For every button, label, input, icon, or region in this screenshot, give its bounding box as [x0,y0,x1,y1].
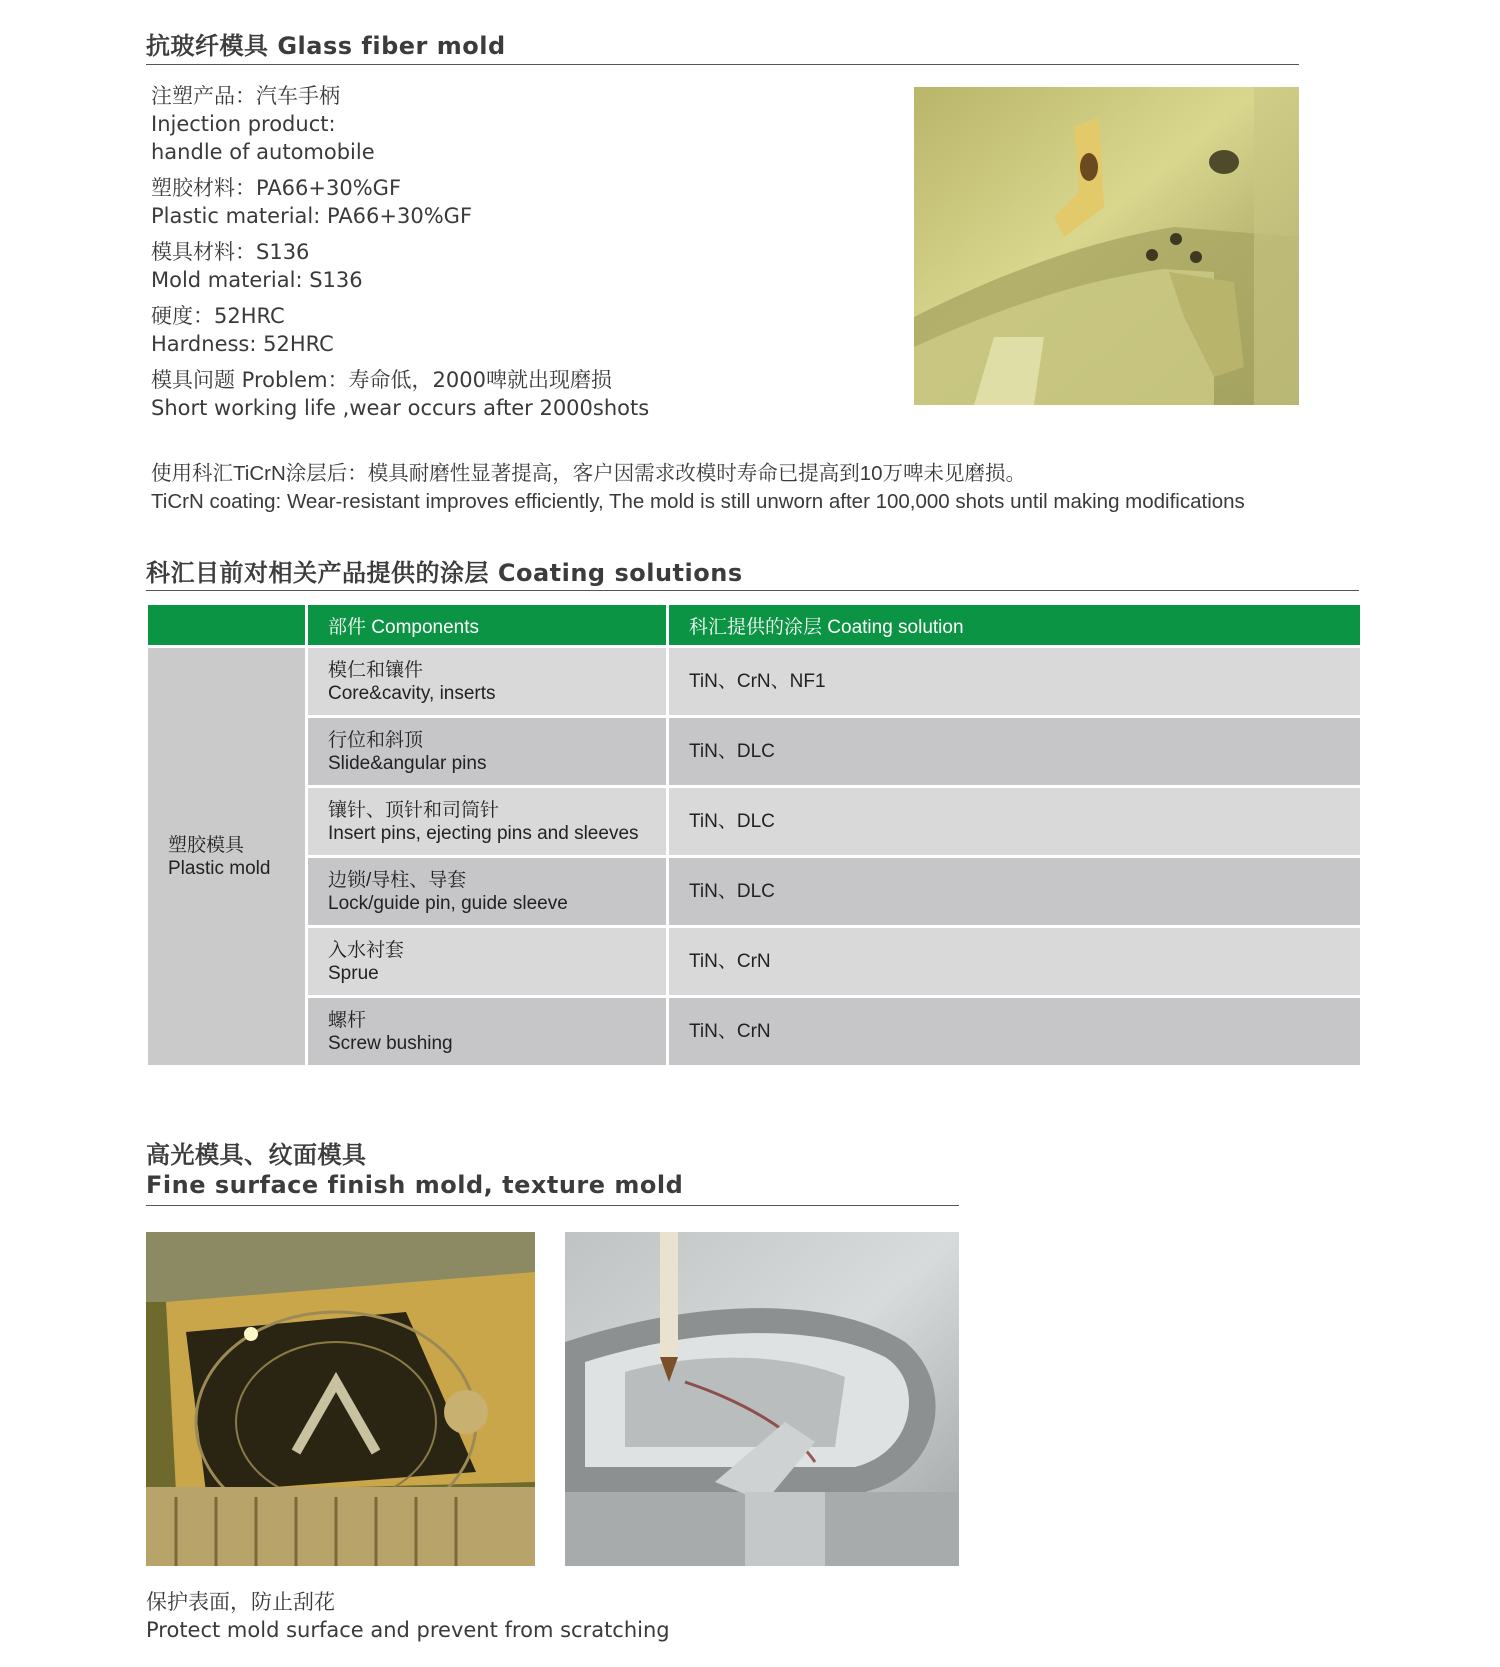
section-title-en: Fine surface finish mold, texture mold [146,1171,684,1199]
component-cn: 行位和斜顶 [328,729,424,751]
component-cell [308,648,666,715]
header-cell-components: 部件 Components [308,605,666,645]
coating-result-text [151,460,1311,516]
header-cell-coating: 科汇提供的涂层 Coating solution [669,605,1360,645]
component-cell [308,858,666,925]
component-en: Insert pins, ejecting pins and sleeves [328,822,639,844]
component-cell [308,788,666,855]
spec-line: 模具问题 Problem：寿命低，2000啤就出现磨损 [151,368,612,392]
coating-cell: TiN、CrN、NF1 [669,648,1360,715]
category-cn: 塑胶模具 [168,834,245,856]
component-cn: 螺杆 [328,1009,367,1031]
spec-line: 硬度：52HRC [151,304,285,328]
texture-mold-photo [146,1232,535,1566]
spec-line: Injection product: [151,112,336,136]
fine-surface-mold-photo [565,1232,959,1566]
spec-line: 注塑产品：汽车手柄 [151,84,340,108]
mold-spec-text [151,82,891,430]
spec-line: 模具材料：S136 [151,240,310,264]
header-cell-blank [148,605,305,645]
section-divider [146,590,1359,591]
coating-cell: TiN、DLC [669,858,1360,925]
component-cell [308,718,666,785]
table-header-row [148,605,1360,645]
section-title-coating-solutions: 科汇目前对相关产品提供的涂层 Coating solutions [146,559,743,587]
coating-result-en: TiCrN coating: Wear-resistant improves efficiently, The mold is still unworn after 100,000 shots until making modifications [151,490,1245,513]
spec-line: 塑胶材料：PA66+30%GF [151,176,402,200]
table-row [148,788,1360,855]
spec-line: Hardness: 52HRC [151,332,334,356]
coating-cell: TiN、CrN [669,998,1360,1065]
glass-fiber-mold-photo [914,87,1299,405]
coating-cell: TiN、DLC [669,718,1360,785]
coating-cell: TiN、DLC [669,788,1360,855]
category-en: Plastic mold [168,857,271,879]
spec-line: Short working life ,wear occurs after 2000shots [151,396,650,420]
section-title-cn: 高光模具、纹面模具 [146,1141,367,1169]
component-en: Sprue [328,962,379,984]
table-row [148,858,1360,925]
component-cn: 模仁和镶件 [328,659,424,681]
caption-en: Protect mold surface and prevent from scratching [146,1618,670,1642]
section-title-fine-surface [146,1140,683,1200]
component-en: Screw bushing [328,1032,453,1054]
component-cn: 入水衬套 [328,939,405,961]
table-row [148,648,1360,715]
spec-line: Mold material: S136 [151,268,363,292]
table-row [148,928,1360,995]
table-row [148,718,1360,785]
section-divider [146,1205,959,1206]
coating-cell: TiN、CrN [669,928,1360,995]
component-en: Lock/guide pin, guide sleeve [328,892,568,914]
section-title-glass-fiber: 抗玻纤模具 Glass fiber mold [146,32,506,60]
component-cell [308,998,666,1065]
category-cell [148,648,305,1065]
coating-solutions-table [145,602,1363,1068]
spec-line: handle of automobile [151,140,375,164]
coating-result-cn: 使用科汇TiCrN涂层后：模具耐磨性显著提高，客户因需求改模时寿命已提高到10万啤未见磨损。 [151,462,1027,485]
spec-line: Plastic material: PA66+30%GF [151,204,473,228]
component-cell [308,928,666,995]
section-divider [146,64,1299,65]
fine-surface-caption [146,1588,670,1644]
component-en: Core&cavity, inserts [328,682,496,704]
caption-cn: 保护表面，防止刮花 [146,1590,335,1614]
component-cn: 镶针、顶针和司筒针 [328,799,500,821]
component-cn: 边锁/导柱、导套 [328,869,467,891]
table-row [148,998,1360,1065]
component-en: Slide&angular pins [328,752,487,774]
